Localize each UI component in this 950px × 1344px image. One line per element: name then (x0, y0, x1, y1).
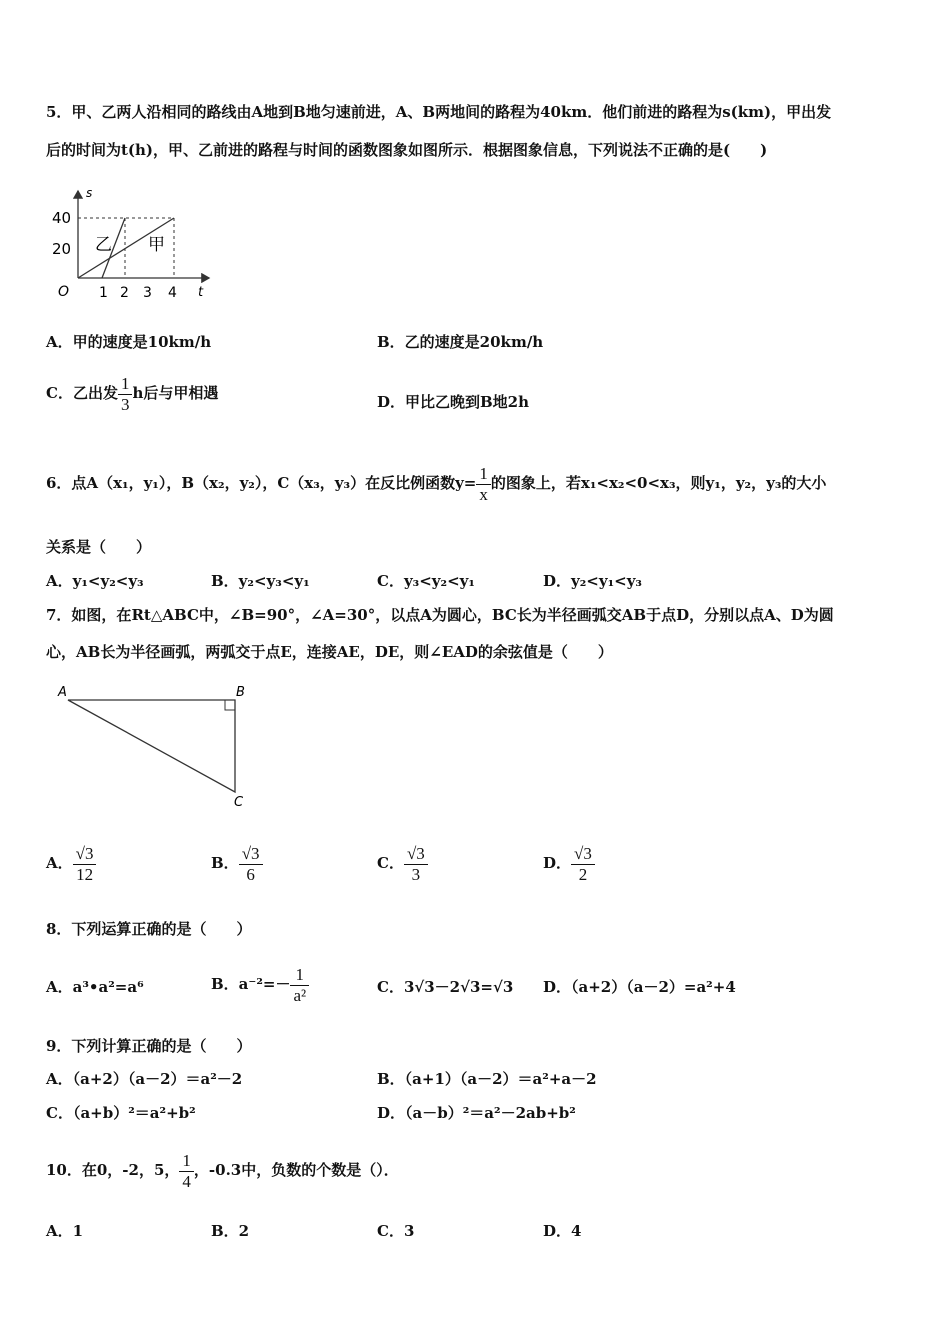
y-tick-40: 40 (52, 209, 72, 227)
q10-stem: 10．在0，-2，5， $\frac{1}{4}$ ，-0.3中，负数的个数是（）． (46, 1150, 399, 1191)
q8-option-a[interactable]: A．a³•a²=a⁶ (46, 978, 144, 996)
q6-option-c[interactable]: C．y₃<y₂<y₁ (377, 572, 475, 590)
q6-stem-line2: 关系是（ ） (46, 538, 152, 556)
q9-option-d[interactable]: D．（a－b）²＝a²－2ab+b² (377, 1104, 576, 1122)
q8-stem: 8．下列运算正确的是（ ） (46, 920, 252, 938)
q5-stem-line2: 后的时间为t(h)，甲、乙前进的路程与时间的函数图象如图所示．根据图象信息，下列说法不正确的是( ) (46, 141, 768, 159)
yi-label: 乙 (95, 235, 112, 255)
q6-option-b[interactable]: B．y₂<y₃<y₁ (211, 572, 310, 590)
fraction: $\frac{1}{\text{a²}}$ (290, 965, 309, 1006)
vertex-a: A (58, 685, 67, 700)
q5-distance-time-graph (44, 183, 224, 308)
q6-option-d[interactable]: D．y₂<y₁<y₃ (543, 572, 643, 590)
triangle-abc (68, 700, 235, 792)
fraction: $\frac{√3}{12}$ (73, 844, 97, 885)
q6-stem-line1: 6．点A（x₁，y₁），B（x₂，y₂），C（x₃，y₃）在反比例函数y= $\frac{1}{x}$ 的图象上，若x₁<x₂<0<x₃，则y₁，y₂，y₃的大小 (46, 463, 827, 504)
q5-option-d[interactable]: D．甲比乙晚到B地2h (377, 393, 530, 411)
q10-option-d[interactable]: D．4 (543, 1222, 582, 1240)
q5-option-c[interactable]: C．乙出发 $\frac{1}{3}$ h后与甲相遇 (46, 373, 219, 414)
fraction: $\frac{1}{3}$ (118, 374, 133, 415)
fraction: $\frac{1}{4}$ (179, 1151, 194, 1192)
fraction: $\frac{1}{x}$ (476, 464, 491, 505)
q7-option-c[interactable]: C． $\frac{√3}{3}$ (377, 840, 428, 886)
q9-stem: 9．下列计算正确的是（ ） (46, 1037, 252, 1055)
q7-option-a[interactable]: A． $\frac{√3}{12}$ (46, 840, 96, 886)
q9-option-a[interactable]: A．（a+2）（a－2）＝a²－2 (46, 1070, 243, 1088)
right-angle-mark (225, 700, 235, 710)
q5-option-b[interactable]: B．乙的速度是20km/h (377, 333, 544, 351)
q5-option-a[interactable]: A．甲的速度是10km/h (46, 333, 212, 351)
x-tick-2: 2 (120, 285, 129, 301)
fraction: $\frac{√3}{3}$ (404, 844, 428, 885)
q5-stem-line1: 5．甲、乙两人沿相同的路线由A地到B地匀速前进，A、B两地间的路程为40km．他们前进的路程为s(km)，甲出发 (46, 103, 832, 121)
y-tick-20: 20 (52, 240, 72, 258)
x-tick-3: 3 (143, 285, 152, 301)
fraction: $\frac{√3}{2}$ (571, 844, 595, 885)
q8-option-b[interactable]: B．a⁻²=－ $\frac{1}{\text{a²}}$ (211, 955, 309, 1013)
y-axis-label: s (86, 186, 93, 200)
q7-stem-line1: 7．如图，在Rt△ABC中，∠B=90°，∠A=30°，以点A为圆心，BC长为半径画弧交AB于点D，分别以点A、D为圆 (46, 606, 834, 624)
fraction: $\frac{√3}{6}$ (239, 844, 263, 885)
q8-option-c[interactable]: C．3√3－2√3=√3 (377, 978, 514, 996)
x-tick-4: 4 (168, 285, 177, 301)
q10-option-c[interactable]: C．3 (377, 1222, 415, 1240)
q7-option-b[interactable]: B． $\frac{√3}{6}$ (211, 840, 263, 886)
q7-option-d[interactable]: D． $\frac{√3}{2}$ (543, 840, 595, 886)
x-axis-label: t (198, 285, 204, 300)
q10-option-b[interactable]: B．2 (211, 1222, 250, 1240)
q9-option-c[interactable]: C．（a+b）²＝a²+b² (46, 1104, 196, 1122)
x-tick-1: 1 (99, 285, 108, 301)
jia-label: 甲 (148, 235, 165, 255)
q6-option-a[interactable]: A．y₁<y₂<y₃ (46, 572, 144, 590)
q9-option-b[interactable]: B．（a+1）（a－2）＝a²+a－2 (377, 1070, 597, 1088)
q10-option-a[interactable]: A．1 (46, 1222, 84, 1240)
q8-option-d[interactable]: D．（a+2）（a－2）=a²+4 (543, 978, 736, 996)
vertex-b: B (236, 685, 245, 700)
q7-right-triangle-figure (50, 680, 260, 815)
vertex-c: C (234, 795, 244, 810)
q7-stem-line2: 心，AB长为半径画弧，两弧交于点E，连接AE，DE，则∠EAD的余弦值是（ ） (46, 643, 613, 661)
origin-label: O (58, 284, 70, 300)
